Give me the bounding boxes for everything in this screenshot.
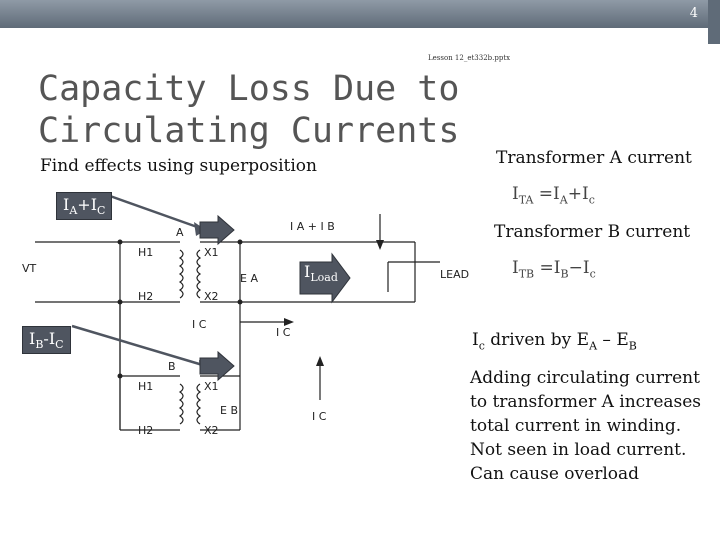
h2-label: H2	[138, 290, 154, 303]
vt-label: VT	[22, 262, 37, 275]
slide-subtitle: Find effects using superposition	[40, 156, 317, 176]
x1-label: X1	[204, 246, 219, 259]
x2-label: X2	[204, 290, 219, 303]
file-name: Lesson 12_et332b.pptx	[428, 54, 511, 62]
x2b-label: X2	[204, 424, 219, 437]
slide-title: Capacity Loss Due to Circulating Currents	[38, 69, 460, 151]
transformer-b-heading: Transformer B current	[494, 222, 691, 242]
adding-circulating-text: Adding circulating current to transformer A increases total current in winding. Not seen in load current. Can cause overload	[470, 368, 702, 484]
b-label: B	[168, 360, 176, 373]
ea-label: E A	[240, 272, 258, 285]
page-number: 4	[689, 6, 698, 21]
iload-label: $I_{Load}$	[304, 262, 338, 285]
ic-label-2: I C	[276, 326, 291, 339]
eb-label: E B	[220, 404, 238, 417]
formula-a: $I_{TA} =I_A+I_c$	[512, 184, 595, 207]
h1-label: H1	[138, 246, 154, 259]
ic-driven-text: $I_c$ driven by $E_A - E_B$	[472, 330, 637, 353]
h2b-label: H2	[138, 424, 154, 437]
transformer-a-heading: Transformer A current	[496, 148, 692, 168]
x1b-label: X1	[204, 380, 219, 393]
formula-b: $I_{TB} =I_B-I_c$	[512, 258, 596, 281]
ic-label-1: I C	[192, 318, 207, 331]
a-label: A	[176, 226, 184, 239]
lead-label: LEAD	[440, 268, 470, 281]
ia-plus-ic-label: $I_A+I_C$	[56, 192, 112, 220]
iaib-label: I A + I B	[290, 220, 335, 233]
h1b-label: H1	[138, 380, 154, 393]
ib-minus-ic-label: $I_B-I_C$	[22, 326, 71, 354]
ic-label-3: I C	[312, 410, 327, 423]
